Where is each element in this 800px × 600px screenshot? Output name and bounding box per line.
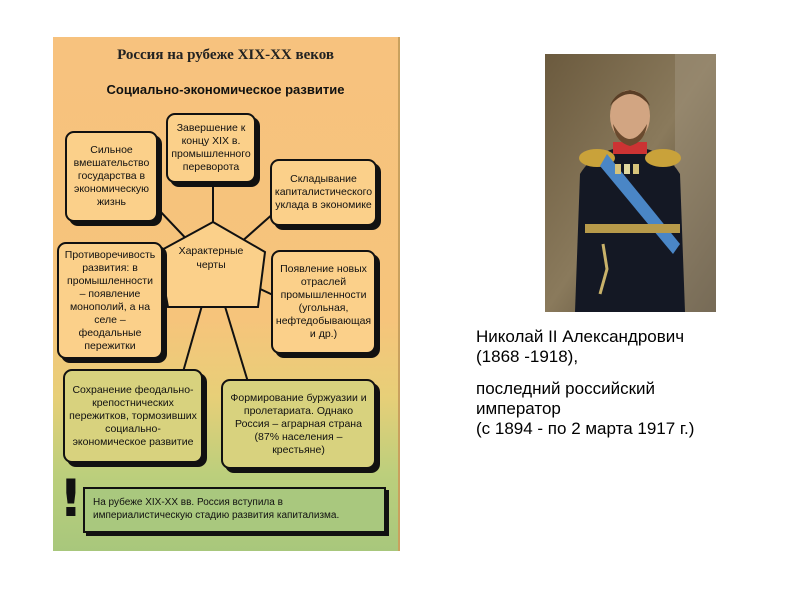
caption-name: Николай II Александрович [476, 327, 685, 346]
caption-reign: (с 1894 - по 2 марта 1917 г.) [476, 419, 695, 438]
poster-subtitle: Социально-экономическое развитие [106, 82, 345, 97]
center-label: Характерные черты [178, 245, 244, 271]
box-industrial-revolution: Завершение к концу XIX в. промышленного переворота [166, 113, 256, 183]
box-feudal-remnants: Сохранение феодально-крепостнических пережитков, тормозивших социально-экономическое развитие [63, 369, 203, 463]
poster-title: Россия на рубеже XIX-XX веков [117, 47, 334, 63]
caption-role-1: последний российский [476, 379, 656, 398]
box-new-industries: Появление новых отраслей промышленности (угольная, нефтедобывающая и др.) [271, 250, 376, 354]
caption-years: (1868 -1918), [476, 347, 579, 366]
box-state-intervention: Сильное вмешательство государства в экономическую жизнь [65, 131, 158, 222]
box-bourgeoisie: Формирование буржуазии и пролетариата. Однако Россия – аграрная страна (87% населения – крестьяне) [221, 379, 376, 469]
conclusion-note: На рубеже XIX-XX вв. Россия вступила в империалистическую стадию развития капитализма. [83, 487, 386, 533]
caption-role-2: император [476, 399, 561, 418]
box-contradictions: Противоречивость развития: в промышленности – появление монополий, а на селе – феодальные пережитки [57, 242, 163, 359]
exclamation-icon: ! [59, 469, 83, 529]
box-capitalist-structure: Складывание капиталистического уклада в экономике [270, 159, 377, 226]
portrait-image [545, 54, 716, 312]
portrait-caption [476, 327, 776, 451]
scheme-poster [53, 37, 400, 551]
